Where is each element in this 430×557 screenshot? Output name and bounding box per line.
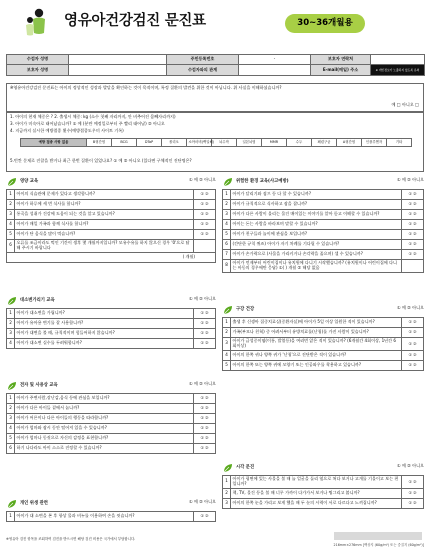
question-number: 1 xyxy=(7,309,15,319)
general-line-5: 5.빈칸 문제로 진찰을 받거나 최근 한번 질환이 있었나요? ① 예 ② 아니오 (있다면 구체적인 진단명은? xyxy=(10,157,192,163)
guardian-phone-label: 보호자 연락처 xyxy=(311,55,371,65)
vaccination-table xyxy=(20,138,412,147)
answer-legend: ① 예 ② 아니오 xyxy=(188,499,216,504)
questions-table xyxy=(6,393,216,454)
question-text: 통곡을 성취가 건강에 도움이 되는 것을 알고 있습니까? xyxy=(15,210,194,220)
guardian-phone-field[interactable] xyxy=(371,55,425,65)
answer-options[interactable]: ① ② xyxy=(402,220,424,230)
question-row xyxy=(7,424,216,434)
question-text: 아이가 하루에 세 번 식사를 합니까? xyxy=(15,200,194,210)
consent-question: ※영유아건강검진 문진표는 아이의 정상적인 성장과 발달을 확인하는 것이 목적이며, 특정 질환의 발견을 위한 것이 아닙니다. 위 사실을 이해하셨습니까? xyxy=(10,85,282,90)
question-number: 2 xyxy=(223,328,231,338)
question-text: 아이가 대소변을 가립니까? xyxy=(15,309,194,319)
question-row xyxy=(223,318,424,328)
leaf-icon xyxy=(222,462,234,474)
section-hygiene xyxy=(6,498,216,533)
question-row xyxy=(223,230,424,240)
leaf-icon xyxy=(222,462,234,474)
question-number: 1 xyxy=(7,190,15,200)
vaccine-4[interactable]: 소아마비(백일해) xyxy=(187,139,212,147)
corner-box xyxy=(334,532,422,540)
vaccine-11[interactable]: 인플루엔자 xyxy=(362,139,387,147)
question-row xyxy=(223,250,424,260)
consent-box xyxy=(6,83,424,112)
questions-table xyxy=(6,308,216,349)
answer-options[interactable]: ① ② xyxy=(194,424,216,434)
leaf-icon xyxy=(6,295,18,307)
answer-options[interactable]: ① ② xyxy=(402,328,424,338)
question-text: 책, TV, 물건 등을 볼 때 너무 가까이 다가가서 보거나 찡그리고 봅니까? xyxy=(231,488,402,498)
questions-table xyxy=(222,317,424,371)
section-title: 위험한 환경 교육(사고예방) xyxy=(222,176,289,188)
question-number: 2 xyxy=(7,319,15,329)
question-number: 1 xyxy=(223,190,231,200)
question-row xyxy=(223,476,424,489)
question-row xyxy=(7,230,216,240)
question-text: 아이는 돈는 사람을 바라보며 말할 수 있습니까? xyxy=(231,220,402,230)
answer-options[interactable]: ① ② xyxy=(402,200,424,210)
section-title: 구강 건강 xyxy=(222,304,254,316)
question-row xyxy=(7,309,216,319)
vaccine-7[interactable]: MMR xyxy=(262,139,287,147)
answer-options[interactable]: ① ② xyxy=(194,200,216,210)
question-row xyxy=(223,260,424,273)
answer-options[interactable]: ① ② xyxy=(402,476,424,489)
section-title: 대소변가리기 교육 xyxy=(6,295,55,307)
question-number: 4 xyxy=(7,339,15,349)
question-text: 아이가 다른 아이들 곁에서 놉니까? xyxy=(15,404,194,414)
answer-options[interactable]: ① ② xyxy=(194,329,216,339)
leaf-icon xyxy=(222,176,234,188)
questions-table xyxy=(6,511,216,522)
question-number: 1 xyxy=(7,512,15,522)
question-text: 아이가 대소변 실수를 두려워합니까? xyxy=(15,339,194,349)
question-text: 가족(부모나 친척) 중 어려서부터 유방치료를(난청)를 가진 사람이 있습니까? xyxy=(231,328,402,338)
question-number: 2 xyxy=(223,200,231,210)
answer-legend: ① 예 ② 아니오 xyxy=(188,177,216,182)
child-name-label: 수검자 성명 xyxy=(7,55,69,65)
vaccine-2[interactable]: DTaP xyxy=(137,139,162,147)
question-text: 아이가 매일 가족과 함께 식사를 합니까? xyxy=(15,220,194,230)
answer-options[interactable]: ① ② xyxy=(194,414,216,424)
vaccine-8[interactable]: 수두 xyxy=(287,139,312,147)
leaf-icon xyxy=(222,304,234,316)
months-field[interactable]: ( 개월) xyxy=(7,252,216,262)
question-row xyxy=(7,319,216,329)
vaccine-6[interactable]: 일본뇌염 xyxy=(237,139,262,147)
answer-options[interactable]: ① ② xyxy=(194,319,216,329)
question-text: 아이가 유아용 변기를 잘 사용합니까? xyxy=(15,319,194,329)
answer-legend: ① 예 ② 아니오 xyxy=(188,296,216,301)
question-number: 5 xyxy=(223,360,231,370)
question-text: 아이의 식습관에 문제가 있다고 생각합니까? xyxy=(15,190,194,200)
guardian-name-field[interactable] xyxy=(69,65,167,76)
section-social xyxy=(6,380,216,466)
question-text: 아이가 급성중이염(이통, 발열등)을 여러번 앓은 적이 있습니까? (6개월간 4회이상, 1년간 6회이상) xyxy=(231,338,402,351)
question-row xyxy=(7,200,216,210)
resident-number-label: 주민등록번호 xyxy=(167,55,239,65)
question-number: 7 xyxy=(223,250,231,260)
question-row xyxy=(7,339,216,349)
answer-options[interactable]: ① ② xyxy=(402,230,424,240)
question-text: 아이의 한쪽 눈을 가리고 보게 했을 때 두 눈의 시력이 서로 다르다고 느껴집니까? xyxy=(231,498,402,508)
question-number: 5 xyxy=(7,434,15,444)
question-text: 아이의 한쪽 또는 양쪽 귀에 모양기 또는 인공와우를 착용하고 있습니까? xyxy=(231,360,402,370)
question-number: 6 xyxy=(7,240,15,253)
question-text: 아이가 친구들과 놀이에 관심을 보입니까? xyxy=(231,230,402,240)
question-text: 아이가 대 소변을 본 후 항상 물과 비누를 이용하여 손을 씻습니까? xyxy=(15,512,194,522)
question-row xyxy=(7,240,216,253)
answer-options[interactable]: ① ② xyxy=(194,230,216,240)
answer-options[interactable]: ① ② xyxy=(402,210,424,220)
answer-options[interactable]: ① ② xyxy=(402,250,424,260)
vaccine-1[interactable]: BCG xyxy=(112,139,137,147)
question-text: 출생 후 신생아 집중치료실(중환자실)에 아이가 5일 이상 입원한 적이 있습니까? xyxy=(231,318,402,328)
question-text: 아이가 대변을 볼 때, 규칙적이며 힘들어하지 않습니까? xyxy=(15,329,194,339)
answer-options[interactable]: ① ② xyxy=(402,360,424,370)
question-number: 3 xyxy=(223,210,231,220)
answer-options[interactable]: ① ② xyxy=(194,434,216,444)
answer-options[interactable]: ① ② xyxy=(194,210,216,220)
question-text: 오류를 조금이라도 먹인 기간이 생후 몇 개월까지입니까? 모유수유를 하지 않으신 경우 '0'으로 답해 주시기 바랍니다 xyxy=(15,240,194,253)
question-row xyxy=(7,210,216,220)
answer-options[interactable] xyxy=(194,240,216,253)
question-number: 3 xyxy=(7,210,15,220)
answer-options[interactable]: ① ② xyxy=(194,444,216,454)
answer-options[interactable]: ① ② xyxy=(402,318,424,328)
answer-options[interactable]: ① ② xyxy=(402,338,424,351)
question-row xyxy=(7,512,216,522)
general-line-2: 3. 아이가 미숙아로 태어났습니까? ① 예 (분만 예정일로부터 주 빨리 태어남) ② 아니오 xyxy=(10,121,165,127)
question-text: 하기 나다라도 아이 스스로 진정할 수 있습니까? xyxy=(15,444,194,454)
footer-note: ※영유아 검진 항목을 조회하여 검진을 받으시면 해당 검진 비용은 국가에서 부담합니다. xyxy=(6,537,136,541)
leaf-icon xyxy=(6,380,18,392)
answer-options[interactable]: ① ② xyxy=(194,394,216,404)
page-title: 영유아건강검진 문진표 xyxy=(64,13,206,29)
question-row xyxy=(223,328,424,338)
question-row xyxy=(223,360,424,370)
question-number: 3 xyxy=(7,329,15,339)
guardian-relation-field[interactable] xyxy=(239,65,311,76)
question-row xyxy=(223,488,424,498)
leaf-icon xyxy=(6,295,18,307)
answer-options[interactable]: ① ② xyxy=(402,488,424,498)
footer-code: 216mm×276mm [백상지 (60g/m²) 또는 중질지 (60g/m²)] xyxy=(333,543,424,547)
age-badge: 30~36개월용 xyxy=(285,14,365,33)
answer-options[interactable]: ① ② xyxy=(194,339,216,349)
question-number: 1 xyxy=(223,318,231,328)
question-row xyxy=(7,329,216,339)
question-row xyxy=(223,338,424,351)
question-number: 2 xyxy=(7,404,15,414)
leaf-icon xyxy=(222,176,234,188)
question-row xyxy=(223,350,424,360)
section-toilet xyxy=(6,295,216,357)
family-logo-icon xyxy=(22,6,50,38)
vaccine-0[interactable]: B형간염 xyxy=(87,139,112,147)
question-text: 아이가 규칙적으로 식사하고 잠을 잡니까? xyxy=(231,200,402,210)
question-number: 4 xyxy=(7,424,15,434)
vaccine-3[interactable]: 폴리오 xyxy=(162,139,187,147)
resident-number-field[interactable]: - xyxy=(239,55,311,65)
months-row xyxy=(7,252,216,262)
question-number: 6 xyxy=(223,240,231,250)
leaf-icon xyxy=(6,498,18,510)
question-row xyxy=(223,240,424,250)
leaf-icon xyxy=(6,176,18,188)
question-row xyxy=(223,498,424,508)
answer-legend: ① 예 ② 아니오 xyxy=(188,381,216,386)
section-nutrition xyxy=(6,176,216,291)
question-row xyxy=(7,414,216,424)
question-number: 4 xyxy=(7,220,15,230)
answer-legend: ① 예 ② 아니오 xyxy=(396,463,424,468)
question-text: (간단한 규칙 퀴즈) 아이가 자기 차례를 기다릴 수 있습니까? xyxy=(231,240,402,250)
answer-legend: ① 예 ② 아니오 xyxy=(396,177,424,182)
vaccine-5[interactable]: 뇌수막 xyxy=(212,139,237,147)
question-number: 5 xyxy=(223,230,231,240)
answer-options[interactable]: ① ② xyxy=(402,190,424,200)
answer-options[interactable]: ① ② xyxy=(194,309,216,319)
question-text: 아이가 다른 사람이 울리는 물건 매이있는 이야기를 알아 듣고 이해할 수 있습니까? xyxy=(231,210,402,220)
section-vision xyxy=(222,462,424,532)
consent-checkbox[interactable]: 예 □ 아니오 □ xyxy=(391,102,419,108)
question-number: 4 xyxy=(223,350,231,360)
section-title: 전자 및 사용상 교육 xyxy=(6,380,58,392)
question-text: 아이의 한쪽 귀나 양쪽 귀가 '난청'으로 진단받은 적이 있습니까? xyxy=(231,350,402,360)
question-number: 5 xyxy=(7,230,15,240)
question-text: 아이가 단 음식을 많이 먹습니까? xyxy=(15,230,194,240)
email-field[interactable]: ※ 개인정보가 노출되지 않도록 유의 xyxy=(371,65,425,76)
answer-options[interactable]: ① ② xyxy=(402,240,424,250)
section-title: 개인 위생 관련 xyxy=(6,498,48,510)
questions-table xyxy=(222,189,424,273)
question-number: 3 xyxy=(223,498,231,508)
leaf-icon xyxy=(222,304,234,316)
question-text: 아이가 엄마와 잠시 동안 떨어져 있을 수 있습니까? xyxy=(15,424,194,434)
leaf-icon xyxy=(6,176,18,188)
question-number: 6 xyxy=(7,444,15,454)
question-text: 아이가 언제부터 어린이집이나 유치원에 다니기 시작했습니까? (유치원이나 어린이집에 다니는 아동의 경우에만 응답) ①( ) 개월 ② 해당 없음 xyxy=(231,260,402,273)
leaf-icon xyxy=(6,498,18,510)
answer-legend: ① 예 ② 아니오 xyxy=(396,305,424,310)
vaccine-9[interactable]: 폐렴구균 xyxy=(312,139,337,147)
question-row xyxy=(223,210,424,220)
answer-options[interactable]: ① ② xyxy=(194,220,216,230)
question-number: 2 xyxy=(223,488,231,498)
questions-table xyxy=(6,189,216,263)
question-row xyxy=(223,200,424,210)
question-number: 8 xyxy=(223,260,231,273)
question-text: 아이가 어른이나 다른 아이들의 행동을 따라합니까? xyxy=(15,414,194,424)
section-title: 영양 교육 xyxy=(6,176,38,188)
question-row xyxy=(7,394,216,404)
section-oral xyxy=(222,304,424,416)
info-table xyxy=(6,54,425,76)
vaccine-10[interactable]: A형간염 xyxy=(337,139,362,147)
guardian-name-label: 보호자 성명 xyxy=(7,65,69,76)
question-number: 3 xyxy=(7,414,15,424)
question-text: 아이가 손가락으로 (사물을 가리키거나 손각락을 꼽으며) 셀 수 있습니까? xyxy=(231,250,402,260)
answer-options[interactable]: ① ② xyxy=(194,404,216,414)
question-row xyxy=(7,404,216,414)
answer-options[interactable]: ① ② xyxy=(194,512,216,522)
answer-options[interactable] xyxy=(402,260,424,273)
question-text: 아이가 달리기와 점프 등 다 할 수 있습니까? xyxy=(231,190,402,200)
question-row xyxy=(223,190,424,200)
question-row xyxy=(7,434,216,444)
question-row xyxy=(7,220,216,230)
question-row xyxy=(223,220,424,230)
email-label: E-mail(메일) 주소 xyxy=(311,65,371,76)
leaf-icon xyxy=(6,380,18,392)
question-number: 2 xyxy=(7,200,15,210)
general-line-1: 1. 아이의 현재 체중은 ? 2. 출생시 체중: kg (소수 첫째 자리까지, 안 비추어진 몸뻬자리까지) xyxy=(10,114,176,119)
question-number: 1 xyxy=(223,476,231,489)
vaccine-12[interactable]: 기타 xyxy=(387,139,412,147)
answer-options[interactable]: ① ② xyxy=(402,498,424,508)
questions-table xyxy=(222,475,424,509)
answer-options[interactable]: ① ② xyxy=(194,190,216,200)
question-number: 3 xyxy=(223,338,231,351)
guardian-relation-label: 수검자와의 관계 xyxy=(167,65,239,76)
general-line-3: 4. 지금까지 실시한 예방접종 횟수(예방접종도우미 사이트 기록) xyxy=(10,128,124,134)
section-accident xyxy=(222,176,424,300)
question-text: 아이가 주변사람,장난감,음식 등에 관심을 보입니까? xyxy=(15,394,194,404)
question-row xyxy=(7,190,216,200)
answer-options[interactable]: ① ② xyxy=(402,350,424,360)
vaccination-header: 예방 접종 사항 없음 xyxy=(21,139,87,147)
question-row xyxy=(7,444,216,454)
question-number: 1 xyxy=(7,394,15,404)
question-text: 아이가 엄마나 동짓으로 자신의 감정을 표현합니까? xyxy=(15,434,194,444)
question-text: 아이가 평면에 있는 사물을 볼 때 늘 얼굴을 돌리 옆으로 쳐다 보거나 고개를 기울이고 보는 편입니까? xyxy=(231,476,402,489)
question-number: 4 xyxy=(223,220,231,230)
child-name-field[interactable] xyxy=(69,55,167,65)
section-title: 시각 문진 xyxy=(222,462,254,474)
